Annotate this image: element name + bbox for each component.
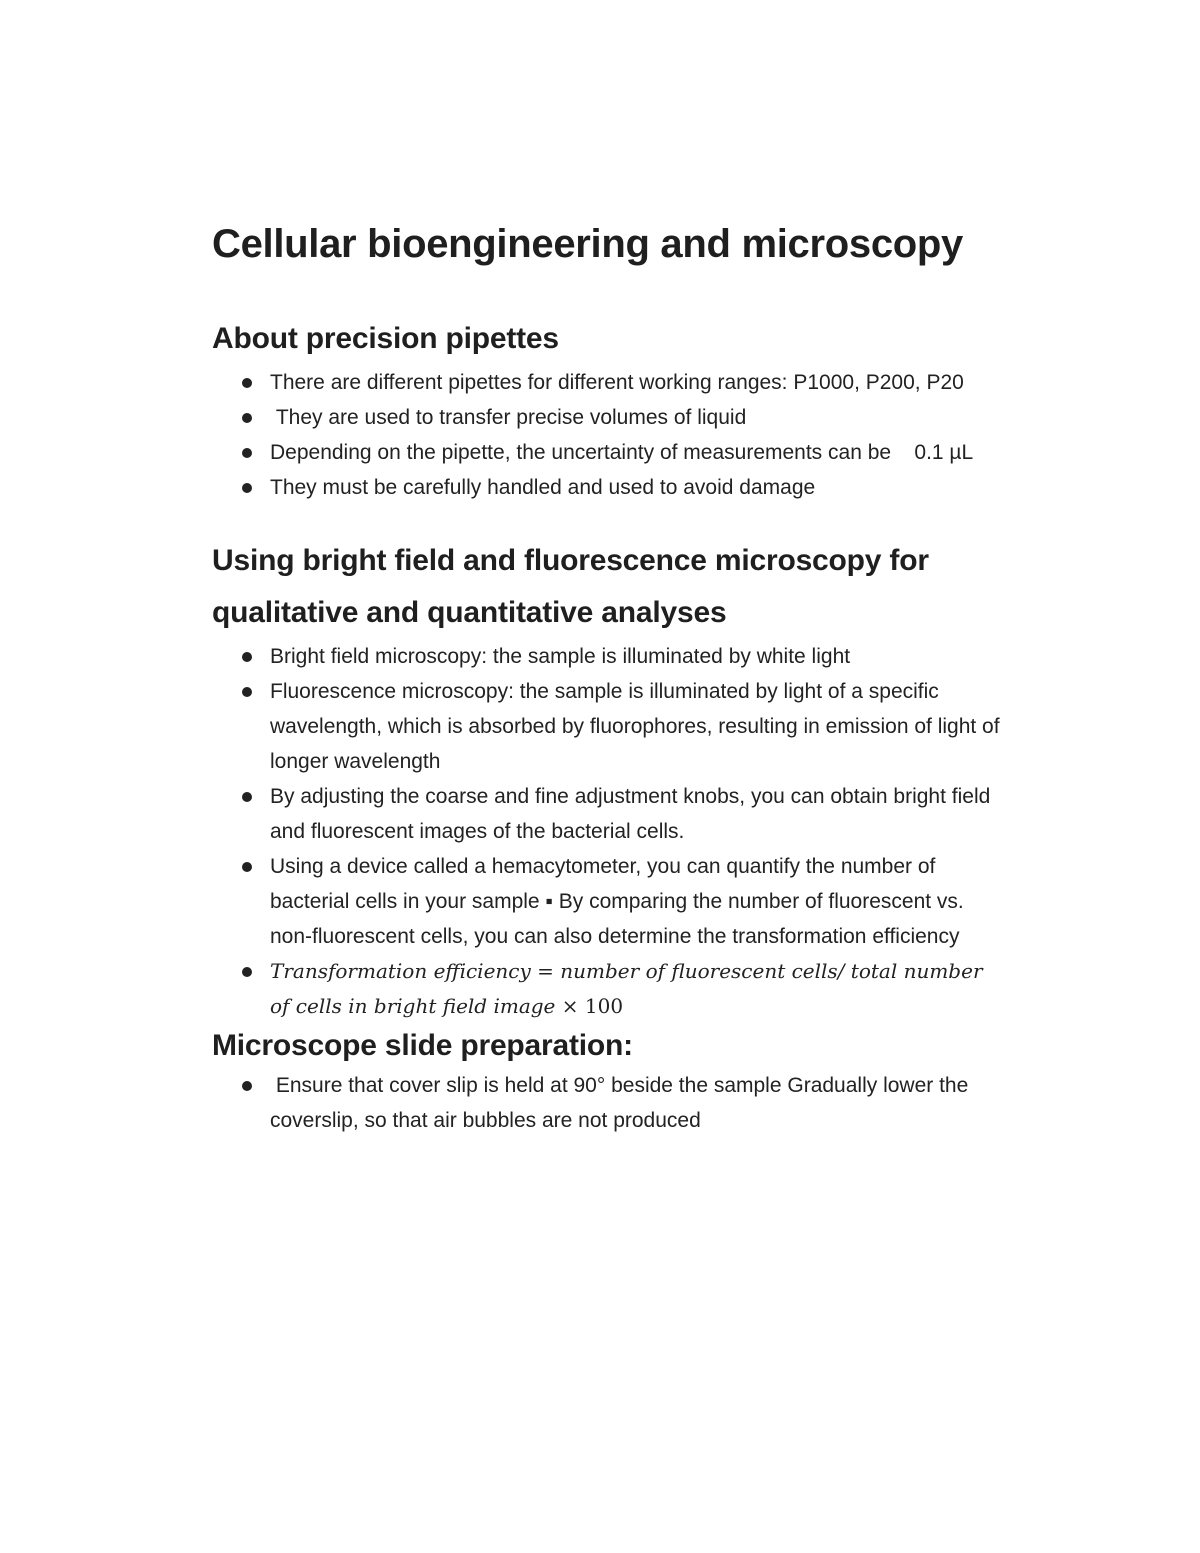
document-title: Cellular bioengineering and microscopy (212, 222, 963, 266)
list-item: Fluorescence microscopy: the sample is illuminated by light of a specific wavelength, which is absorbed by fluorophores, resulting in emission of light of longer wavelength (212, 674, 1002, 779)
bullet-icon (242, 687, 252, 697)
document-page (212, 215, 1002, 1138)
bullet-icon (242, 967, 252, 977)
list-item: Depending on the pipette, the uncertainty of measurements can be 0.1 µL (212, 435, 1002, 470)
list-item: They must be carefully handled and used to avoid damage (212, 470, 1002, 505)
list-item: There are different pipettes for different working ranges: P1000, P200, P20 (212, 365, 1002, 400)
bullet-icon (242, 483, 252, 493)
bullet-icon (242, 862, 252, 872)
formula-item (212, 954, 1002, 1024)
transformation-efficiency-formula: Transformation efficiency = number of fluorescent cells/ total number of cells in bright field image × 100 (270, 959, 983, 1018)
bullet-icon (242, 652, 252, 662)
bullet-icon (242, 448, 252, 458)
list-item: Bright field microscopy: the sample is illuminated by white light (212, 639, 1002, 674)
bullet-icon (242, 413, 252, 423)
list-item: Ensure that cover slip is held at 90° beside the sample Gradually lower the coverslip, so that air bubbles are not produced (212, 1068, 1002, 1138)
section-heading-pipettes: About precision pipettes (212, 322, 559, 355)
slide-preparation-list (212, 1068, 1002, 1138)
list-item: By adjusting the coarse and fine adjustment knobs, you can obtain bright field and fluorescent images of the bacterial cells. (212, 779, 1002, 849)
bullet-icon (242, 378, 252, 388)
pipettes-list (212, 365, 1002, 505)
bullet-icon (242, 1081, 252, 1091)
list-item: Using a device called a hemacytometer, you can quantify the number of bacterial cells in your sample ▪ By comparing the number of fluorescent vs. non-fluorescent cells, you can also determine the transformation efficiency (212, 849, 1002, 954)
list-item: They are used to transfer precise volumes of liquid (212, 400, 1002, 435)
microscopy-list (212, 639, 1002, 1024)
section-heading-microscopy: Using bright field and fluorescence microscopy for qualitative and quantitative analyses (212, 544, 929, 629)
section-heading-slide-preparation: Microscope slide preparation: (212, 1029, 633, 1062)
bullet-icon (242, 792, 252, 802)
